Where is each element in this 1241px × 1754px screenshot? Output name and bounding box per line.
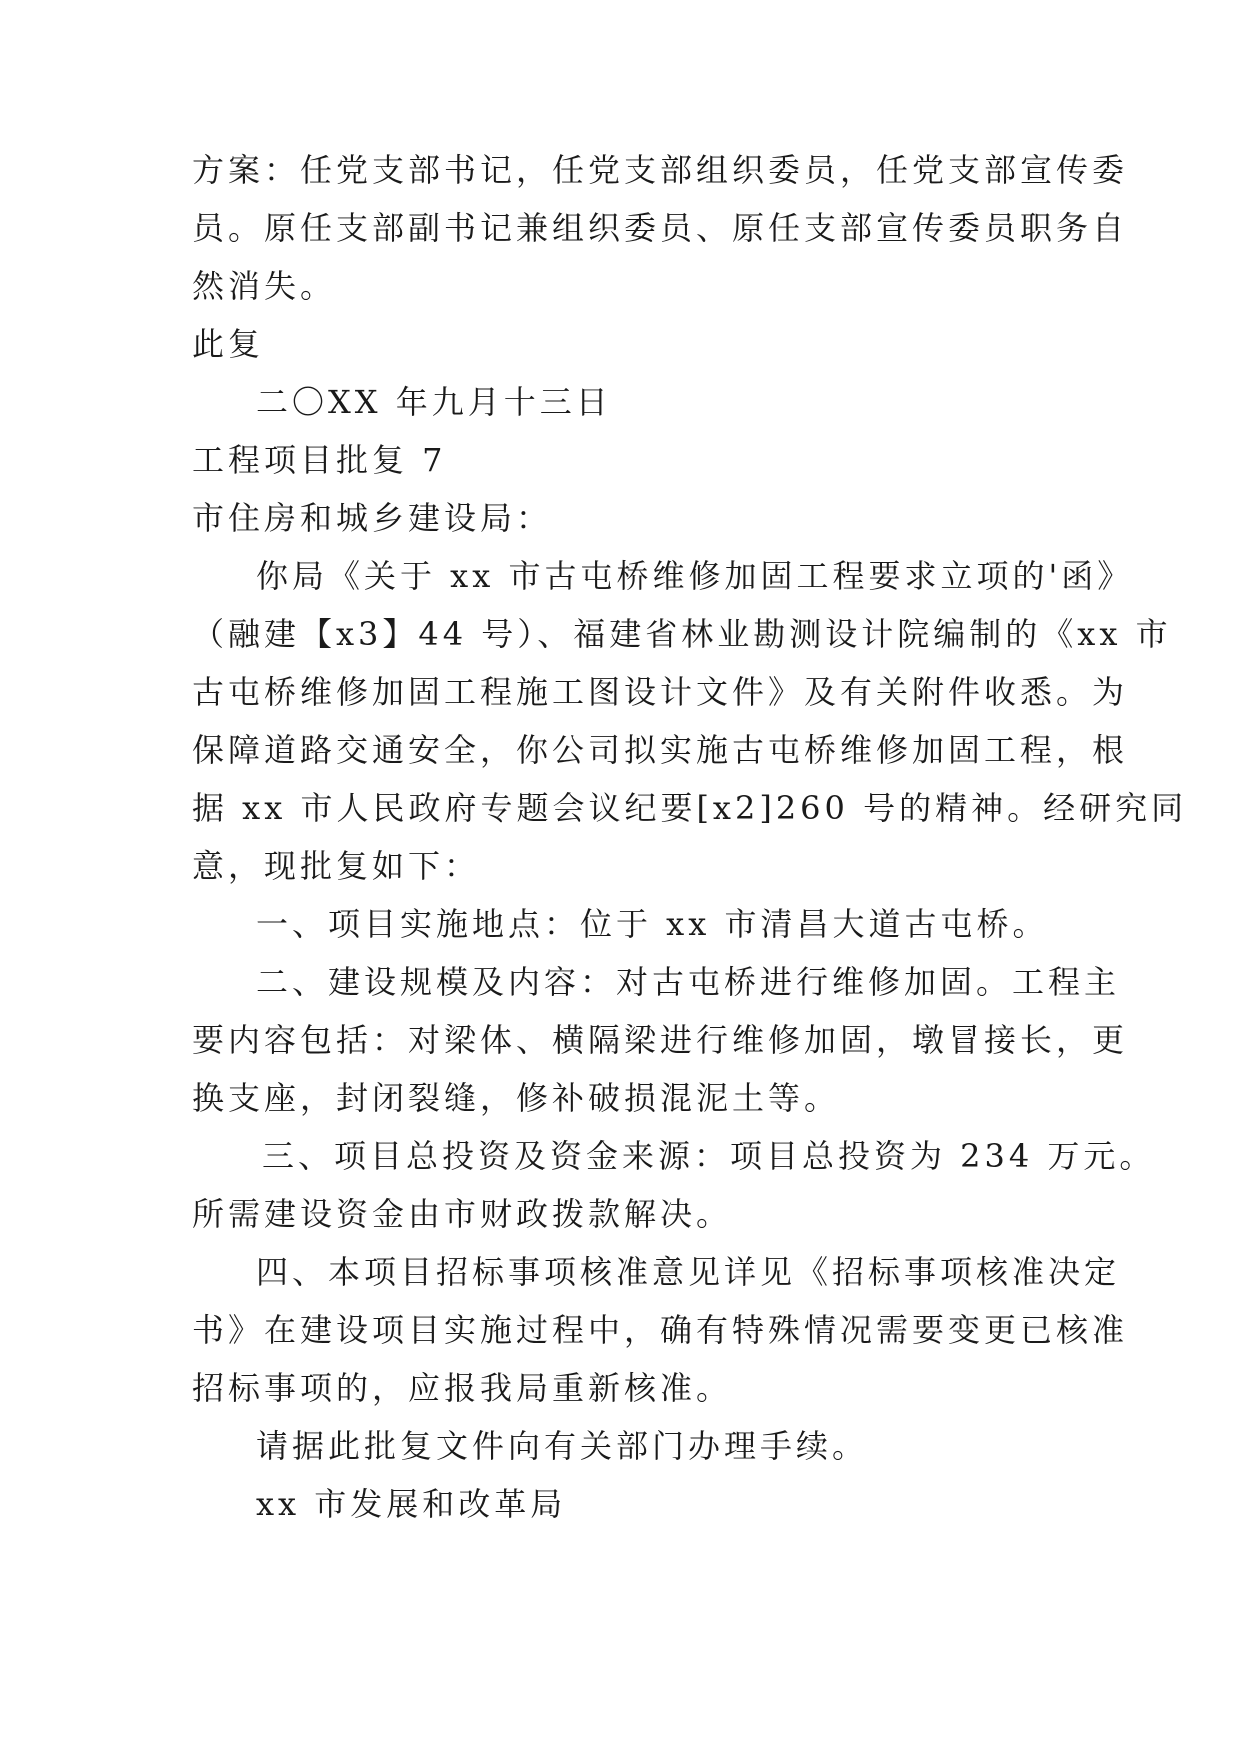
section-title: 工程项目批复 7: [192, 441, 447, 479]
list-item: 三、项目总投资及资金来源：项目总投资为 234 万元。: [262, 1137, 1156, 1175]
paragraph-line: 招标事项的，应报我局重新核准。: [192, 1369, 733, 1407]
paragraph-line: 你局《关于 xx 市古屯桥维修加固工程要求立项的'函》: [256, 557, 1134, 595]
paragraph-line: 方案：任党支部书记，任党支部组织委员，任党支部宣传委: [192, 151, 1129, 189]
paragraph-line: 然消失。: [192, 267, 337, 305]
paragraph-line: 意，现批复如下：: [192, 847, 481, 885]
paragraph-line: 书》在建设项目实施过程中，确有特殊情况需要变更已核准: [192, 1311, 1129, 1349]
list-item: 一、项目实施地点：位于 xx 市清昌大道古屯桥。: [256, 905, 1049, 943]
date-line: 二〇XX 年九月十三日: [256, 383, 612, 421]
paragraph-line: 请据此批复文件向有关部门办理手续。: [256, 1427, 869, 1465]
list-item: 四、本项目招标事项核准意见详见《招标事项核准决定: [256, 1253, 1121, 1291]
paragraph-line: 员。原任支部副书记兼组织委员、原任支部宣传委员职务自: [192, 209, 1129, 247]
reply-closing: 此复: [192, 325, 265, 363]
paragraph-line: 古屯桥维修加固工程施工图设计文件》及有关附件收悉。为: [192, 673, 1129, 711]
paragraph-line: 换支座，封闭裂缝，修补破损混泥土等。: [192, 1079, 841, 1117]
paragraph-line: 要内容包括：对梁体、横隔梁进行维修加固，墩冒接长，更: [192, 1021, 1129, 1059]
paragraph-line: 据 xx 市人民政府专题会议纪要[x2]260 号的精神。经研究同: [192, 789, 1188, 827]
signature-org: xx 市发展和改革局: [256, 1485, 567, 1523]
addressee: 市住房和城乡建设局：: [192, 499, 553, 537]
paragraph-line: 所需建设资金由市财政拨款解决。: [192, 1195, 733, 1233]
paragraph-line: 保障道路交通安全，你公司拟实施古屯桥维修加固工程，根: [192, 731, 1129, 769]
list-item: 二、建设规模及内容：对古屯桥进行维修加固。工程主: [256, 963, 1121, 1001]
paragraph-line: （融建【x3】44 号）、福建省林业勘测设计院编制的《xx 市: [192, 615, 1172, 653]
